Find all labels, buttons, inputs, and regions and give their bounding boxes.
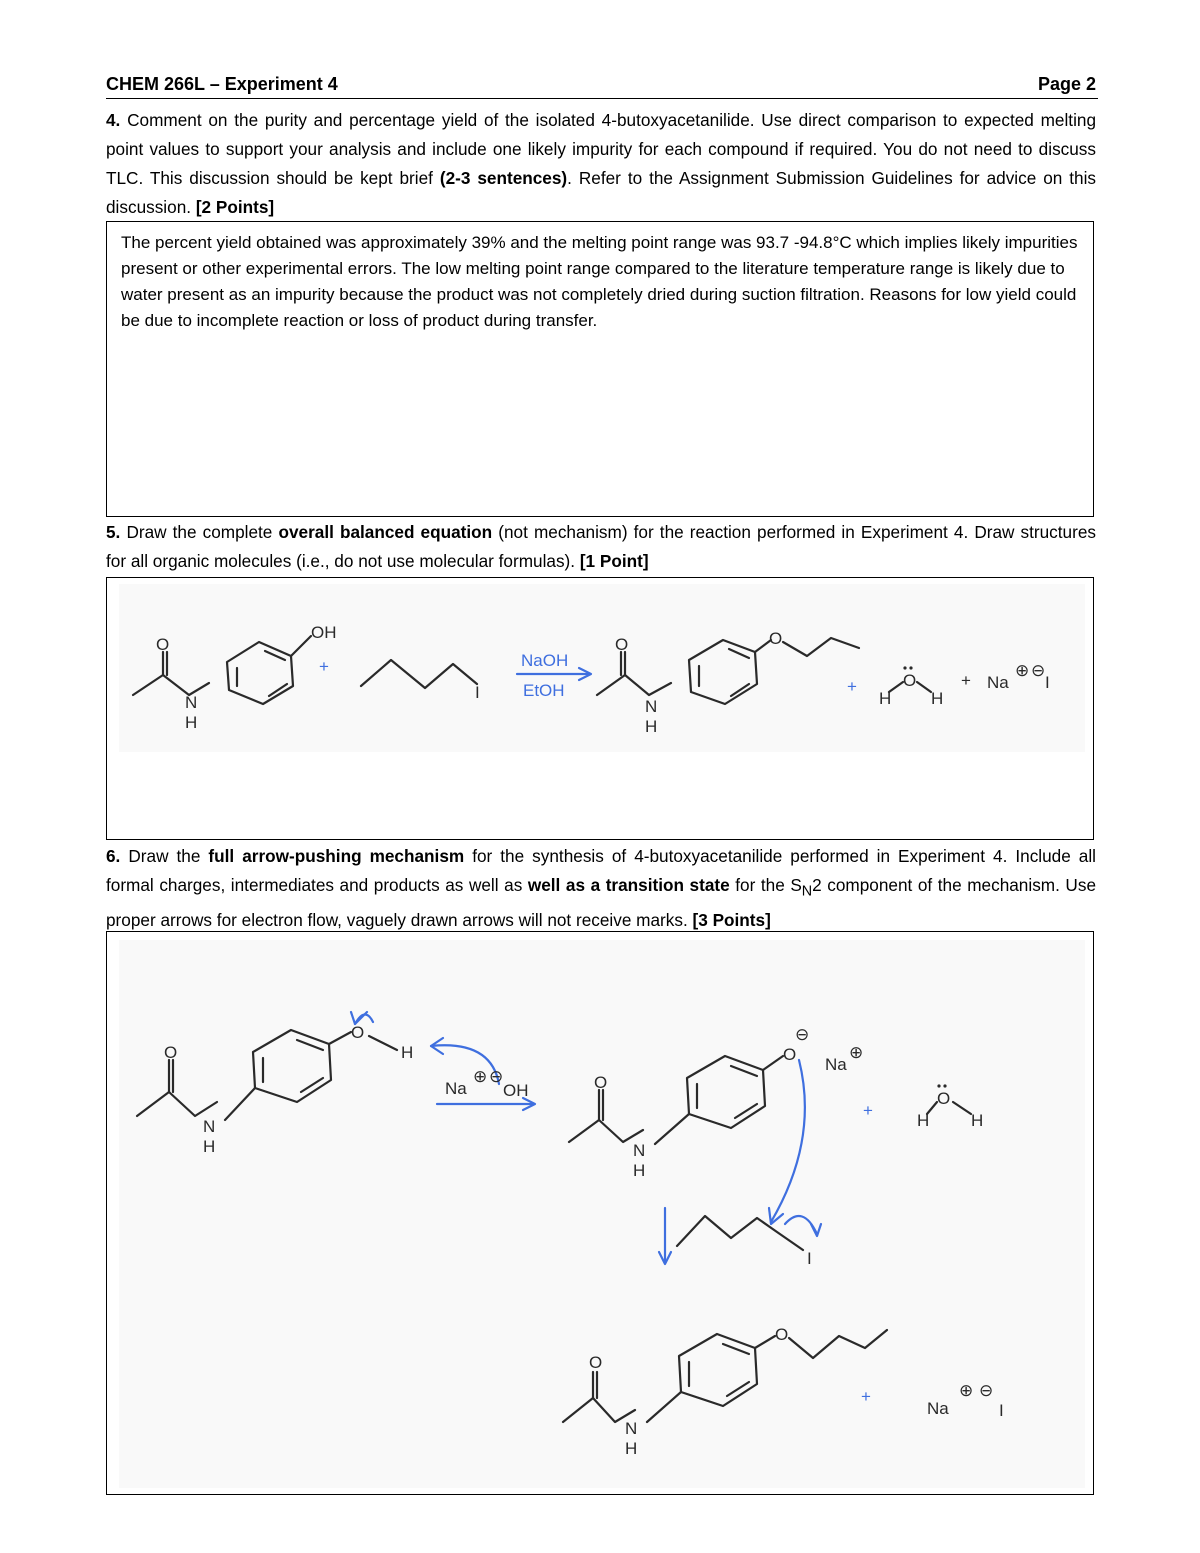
sodium-label: Na <box>987 673 1009 692</box>
question-text-after: (not mechanism) for the reaction performed in Experiment 4. Draw structures for all organic molecules (i.e., do not use molecular formulas). <box>106 522 1096 571</box>
plus-sign: + <box>961 671 971 690</box>
question-6 <box>106 842 1096 935</box>
question-number: 5. <box>106 522 121 542</box>
reaction-arrow <box>517 651 591 700</box>
question-bold: well as a transition state <box>527 875 730 895</box>
water-h-label: H <box>931 689 944 708</box>
answer-box-5[interactable] <box>106 577 1094 840</box>
amide-h-label: H <box>203 1137 216 1156</box>
amide-h-label: H <box>185 713 198 732</box>
question-text: Draw the complete <box>126 522 279 542</box>
iodobutane-structure <box>659 1208 821 1268</box>
sodium-hydroxide-reagent <box>437 1067 535 1110</box>
question-4 <box>106 106 1096 222</box>
negative-charge: ⊖ <box>795 1025 810 1044</box>
subscript-n: N <box>801 883 813 900</box>
plus-sign: + <box>847 677 857 696</box>
positive-charge: ⊕ <box>849 1043 864 1062</box>
question-number: 4. <box>106 110 121 130</box>
carbonyl-oxygen-label: O <box>164 1043 178 1062</box>
sodium-label: Na <box>445 1079 467 1098</box>
question-5 <box>106 518 1096 576</box>
butoxyacetanilide-product <box>563 1325 887 1458</box>
water-h-label: H <box>971 1111 984 1130</box>
acetamidophenol-structure <box>133 623 337 732</box>
phenoxide-oxygen-label: O <box>783 1045 797 1064</box>
sodium-label: Na <box>825 1055 847 1074</box>
question-text: Comment on the purity and percentage yield of the isolated 4-butoxyacetanilide. Use direct comparison to expected melting point values to support your analysis and include one likely impurity for each compound if required. You do not need to discuss TLC. This discussion should be kept brief <box>106 110 1097 188</box>
iodine-label: I <box>475 683 480 702</box>
water-structure <box>879 666 943 708</box>
reagent-naoh: NaOH <box>521 651 569 670</box>
iodide-label: I <box>1045 673 1050 692</box>
iodide-label: I <box>999 1401 1004 1420</box>
plus-sign: + <box>319 657 329 676</box>
iodobutane-structure <box>361 660 480 702</box>
nitrogen-label: N <box>185 693 198 712</box>
answer-box-4[interactable] <box>106 221 1094 517</box>
sodium-iodide <box>987 661 1050 692</box>
water-oxygen-label: O <box>937 1089 951 1108</box>
hydroxide-label: OH <box>503 1081 529 1100</box>
sodium-iodide-product <box>927 1381 1004 1420</box>
plus-sign: + <box>863 1101 873 1120</box>
butoxyacetanilide-structure <box>597 629 859 736</box>
water-h-label: H <box>879 689 892 708</box>
water-h-label: H <box>917 1111 930 1130</box>
amide-h-label: H <box>645 717 658 736</box>
question-number: 6. <box>106 846 121 866</box>
carbonyl-oxygen-label: O <box>156 635 170 654</box>
question-bold: overall balanced equation <box>278 522 493 542</box>
nitrogen-label: N <box>633 1141 646 1160</box>
phenol-h-label: H <box>401 1043 414 1062</box>
course-title: CHEM 266L – Experiment 4 <box>106 74 338 94</box>
negative-charge: ⊖ <box>1031 661 1046 680</box>
page-number: Page 2 <box>1037 74 1096 94</box>
nitrogen-label: N <box>645 697 658 716</box>
question-points: [2 Points] <box>195 197 275 217</box>
carbonyl-oxygen-label: O <box>589 1353 603 1372</box>
question-bold: full arrow-pushing mechanism <box>208 846 465 866</box>
balanced-equation-drawing <box>119 584 1085 752</box>
water-oxygen-label: O <box>903 671 917 690</box>
water-structure <box>917 1084 983 1130</box>
plus-sign: + <box>861 1387 871 1406</box>
amide-h-label: H <box>625 1439 638 1458</box>
question-text-after: . Refer to the Assignment Submission Guidelines for advice on this discussion. <box>106 168 1096 217</box>
ether-oxygen-label: O <box>769 629 783 648</box>
hydroxyl-label: OH <box>311 623 337 642</box>
question-bold: (2-3 sentences) <box>439 168 568 188</box>
question-text-after: 2 component of the mechanism. Use proper arrows for electron flow, vaguely drawn arrows will not receive marks. <box>106 875 1096 931</box>
answer-4-text: The percent yield obtained was approximately 39% and the melting point range was 93.7 -94.8°C which implies likely impurities present or other experimental errors. The low melting point range compared to the literature temperature range is likely due to water present as an impurity because the product was not completely dried during suction filtration. Reasons for low yield could be due to incomplete reaction or loss of product during transfer. <box>121 233 1078 330</box>
question-text: for the S <box>729 875 802 895</box>
positive-charge: ⊕ <box>959 1381 974 1400</box>
positive-charge: ⊕ <box>473 1067 488 1086</box>
solvent-etoh: EtOH <box>523 681 565 700</box>
sodium-label: Na <box>927 1399 949 1418</box>
nitrogen-label: N <box>203 1117 216 1136</box>
question-points: [3 Points] <box>692 910 771 931</box>
negative-charge: ⊖ <box>489 1067 504 1086</box>
phenol-oxygen-label: O <box>351 1023 365 1042</box>
iodine-label: I <box>807 1249 812 1268</box>
carbonyl-oxygen-label: O <box>615 635 629 654</box>
question-text: for the synthesis of 4-butoxyacetanilide performed in Experiment 4. Include all formal charges, intermediates and products as well as <box>106 846 1096 895</box>
ether-oxygen-label: O <box>775 1325 789 1344</box>
page-header <box>106 72 1098 99</box>
positive-charge: ⊕ <box>1015 661 1030 680</box>
negative-charge: ⊖ <box>979 1381 994 1400</box>
mechanism-sketch <box>119 940 1085 1488</box>
question-text: Draw the <box>128 846 209 866</box>
answer-box-6[interactable] <box>106 931 1094 1495</box>
mechanism-drawing <box>119 940 1085 1488</box>
equation-sketch <box>119 584 1085 752</box>
carbonyl-oxygen-label: O <box>594 1073 608 1092</box>
question-points: [1 Point] <box>579 551 649 571</box>
phenoxide-structure <box>569 1025 863 1224</box>
nitrogen-label: N <box>625 1419 638 1438</box>
amide-h-label: H <box>633 1161 646 1180</box>
